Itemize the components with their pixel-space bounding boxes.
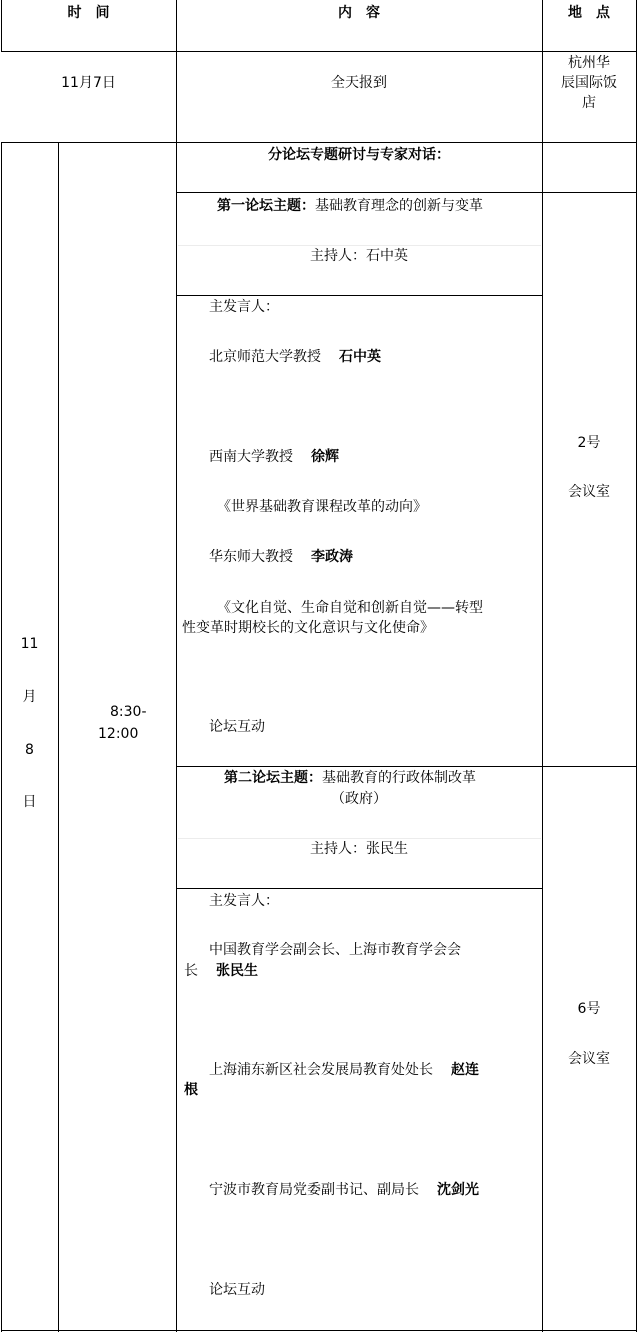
forum2-theme [224, 768, 476, 788]
forum1-theme [217, 196, 483, 216]
forum1-bottom-line [176, 766, 637, 767]
table-bottom-line [1, 1330, 637, 1331]
forum1-room-number: 2号 [577, 435, 601, 451]
day-date-ri: 日 [22, 794, 37, 810]
forum2-speaker1-line2 [184, 961, 258, 981]
session-time-start: 8:30- [110, 704, 147, 720]
day-date-number: 11 [20, 636, 39, 652]
border-left-day [1, 142, 2, 1332]
forum2-speaker3-role: 宁波市教育局党委副书记、副局长 [209, 1182, 419, 1198]
registration-place-line3: 店 [582, 95, 596, 111]
header-time: 时 间 [67, 5, 110, 21]
forum1-host: 主持人：石中英 [310, 248, 408, 264]
day-date-month: 月 [22, 689, 37, 705]
forum-section-title: 分论坛专题研讨与专家对话： [268, 147, 450, 163]
forum1-speaker3-role: 华东师大教授 [209, 549, 293, 565]
forum2-room-number: 6号 [577, 1001, 601, 1017]
registration-place-line1: 杭州华 [568, 55, 610, 71]
forum1-theme-label: 第一论坛主题： [217, 198, 315, 214]
forum2-theme-text: 基础教育的行政体制改革 [322, 770, 476, 786]
forum2-speaker3-name: 沈剑光 [437, 1182, 479, 1198]
forum1-speaker3 [209, 547, 353, 567]
forum2-speaker1-line1: 中国教育学会副会长、上海市教育学会会 [209, 942, 461, 958]
forum2-theme-line2: （政府） [331, 791, 387, 807]
registration-bottom-line [1, 142, 637, 143]
forum1-speakers-label: 主发言人： [209, 299, 279, 315]
forum2-speaker2-name-part2: 根 [184, 1082, 198, 1098]
header-content: 内 容 [338, 5, 380, 21]
forum2-room-word: 会议室 [568, 1051, 610, 1067]
forum2-interaction: 论坛互动 [209, 1282, 265, 1298]
header-place: 地 点 [568, 5, 610, 21]
forum1-speaker1-name: 石中英 [339, 349, 381, 365]
forum1-speaker2 [209, 447, 339, 467]
registration-content: 全天报到 [331, 75, 387, 91]
forum2-speaker2-line1 [209, 1060, 479, 1080]
forum1-speaker1-role: 北京师范大学教授 [209, 349, 321, 365]
session-time-end: 12:00 [98, 726, 139, 742]
forum1-speaker2-name: 徐辉 [311, 449, 339, 465]
forum1-theme-text: 基础教育理念的创新与变革 [315, 198, 483, 214]
forum1-interaction: 论坛互动 [209, 719, 265, 735]
divider-content-place [542, 0, 543, 1332]
forum-title-bottom-line [176, 192, 637, 193]
registration-place-line2: 辰国际饭 [561, 75, 617, 91]
forum1-speaker3-name: 李政涛 [311, 549, 353, 565]
divider-time-content [176, 0, 177, 1332]
registration-date: 11月7日 [61, 75, 116, 91]
forum2-speaker2-role: 上海浦东新区社会发展局教育处处长 [209, 1062, 433, 1078]
forum1-speaker2-talk: 《世界基础教育课程改革的动向》 [217, 499, 427, 515]
forum2-speaker1-name: 张民生 [216, 963, 258, 979]
forum1-speaker1 [209, 347, 381, 367]
border-right [636, 0, 637, 1332]
forum1-speaker3-talk-line2: 性变革时期校长的文化意识与文化使命》 [182, 620, 434, 636]
forum1-speaker2-role: 西南大学教授 [209, 449, 293, 465]
forum2-speakers-label: 主发言人： [209, 893, 279, 909]
header-bottom-line [1, 51, 637, 52]
divider-date-time [58, 142, 59, 1332]
day-date-day: 8 [25, 742, 34, 758]
forum2-host: 主持人：张民生 [310, 841, 408, 857]
forum1-speaker3-talk-line1: 《文化自觉、生命自觉和创新自觉——转型 [217, 600, 483, 616]
forum2-speaker2-name-part1: 赵连 [451, 1062, 479, 1078]
forum2-theme-label: 第二论坛主题： [224, 770, 322, 786]
forum2-speaker3 [209, 1180, 479, 1200]
forum2-speaker1-tail: 长 [184, 963, 198, 979]
forum1-host-bottom-line [176, 295, 543, 296]
forum1-room-word: 会议室 [568, 484, 610, 500]
forum2-host-bottom-line [176, 888, 543, 889]
